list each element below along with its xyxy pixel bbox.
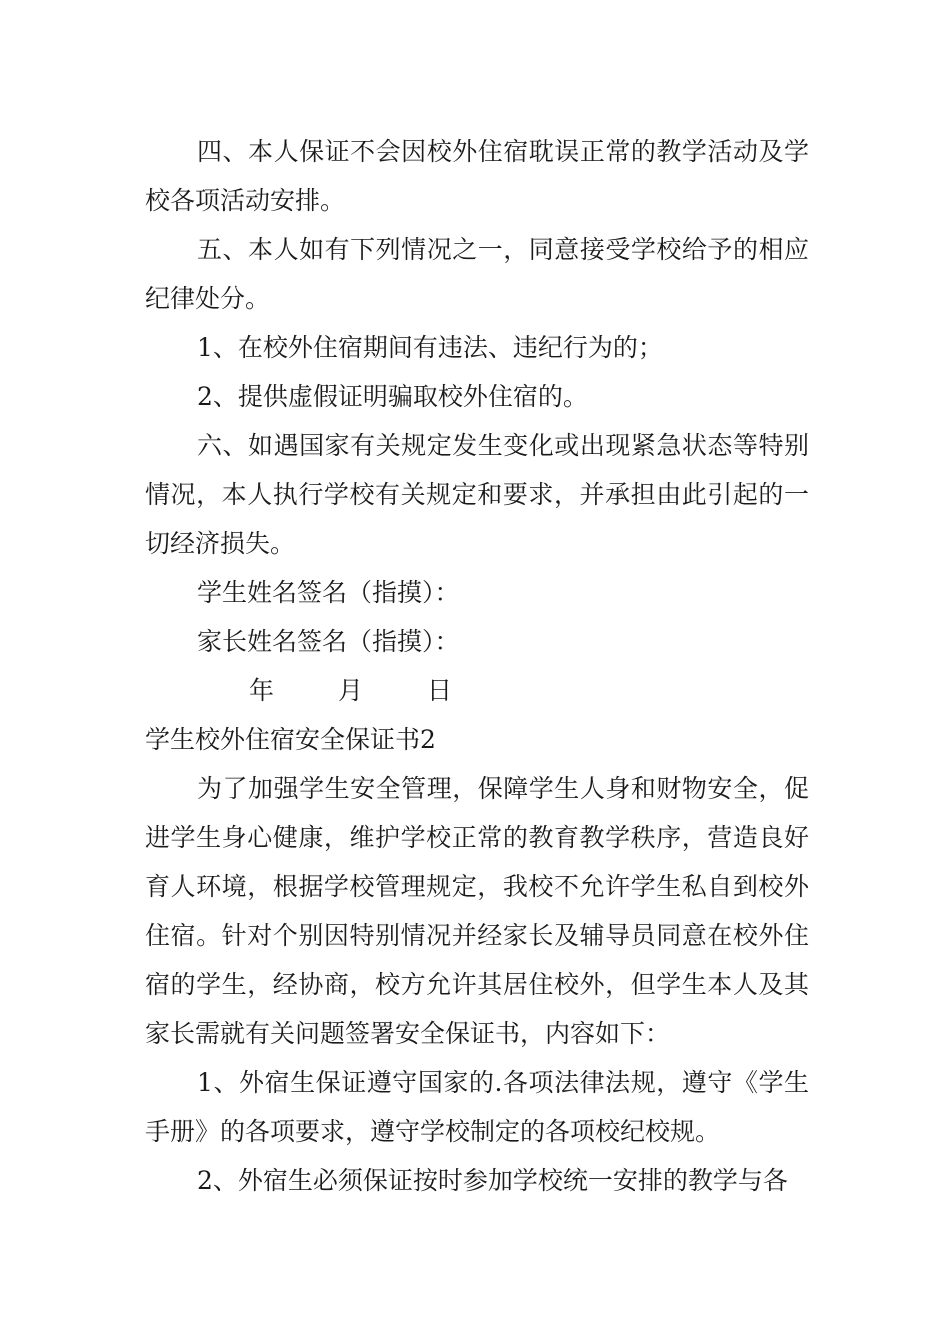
document-body: [145, 127, 809, 1205]
date-day: 日: [427, 676, 453, 705]
list-item-two: 2、提供虚假证明骗取校外住宿的。: [197, 382, 588, 411]
date-year: 年: [249, 676, 275, 705]
date-line: [145, 666, 809, 715]
parent-signature-line: 家长姓名签名（指摸）：: [197, 627, 460, 656]
paragraph-item-six: 六、如遇国家有关规定发生变化或出现紧急状态等特别情况，本人执行学校有关规定和要求，并承担由此引起的一切经济损失。: [145, 431, 809, 558]
section-title: 学生校外住宿安全保证书2: [145, 725, 436, 754]
paragraph-item-four: 四、本人保证不会因校外住宿耽误正常的教学活动及学校各项活动安排。: [145, 137, 809, 215]
student-signature-line: 学生姓名签名（指摸）：: [197, 578, 460, 607]
section-list-item-two: 2、外宿生必须保证按时参加学校统一安排的教学与各: [197, 1166, 788, 1195]
list-item-one: 1、在校外住宿期间有违法、违纪行为的；: [197, 333, 663, 362]
paragraph-item-five: 五、本人如有下列情况之一，同意接受学校给予的相应纪律处分。: [145, 235, 809, 313]
date-month: 月: [338, 676, 364, 705]
section-list-item-one: 1、外宿生保证遵守国家的.各项法律法规，遵守《学生手册》的各项要求，遵守学校制定的各项校纪校规。: [145, 1068, 809, 1146]
section-intro-paragraph: 为了加强学生安全管理，保障学生人身和财物安全，促进学生身心健康，维护学校正常的教育教学秩序，营造良好育人环境，根据学校管理规定，我校不允许学生私自到校外住宿。针对个别因特别情况并经家长及辅导员同意在校外住宿的学生，经协商，校方允许其居住校外，但学生本人及其家长需就有关问题签署安全保证书，内容如下：: [145, 774, 809, 1048]
